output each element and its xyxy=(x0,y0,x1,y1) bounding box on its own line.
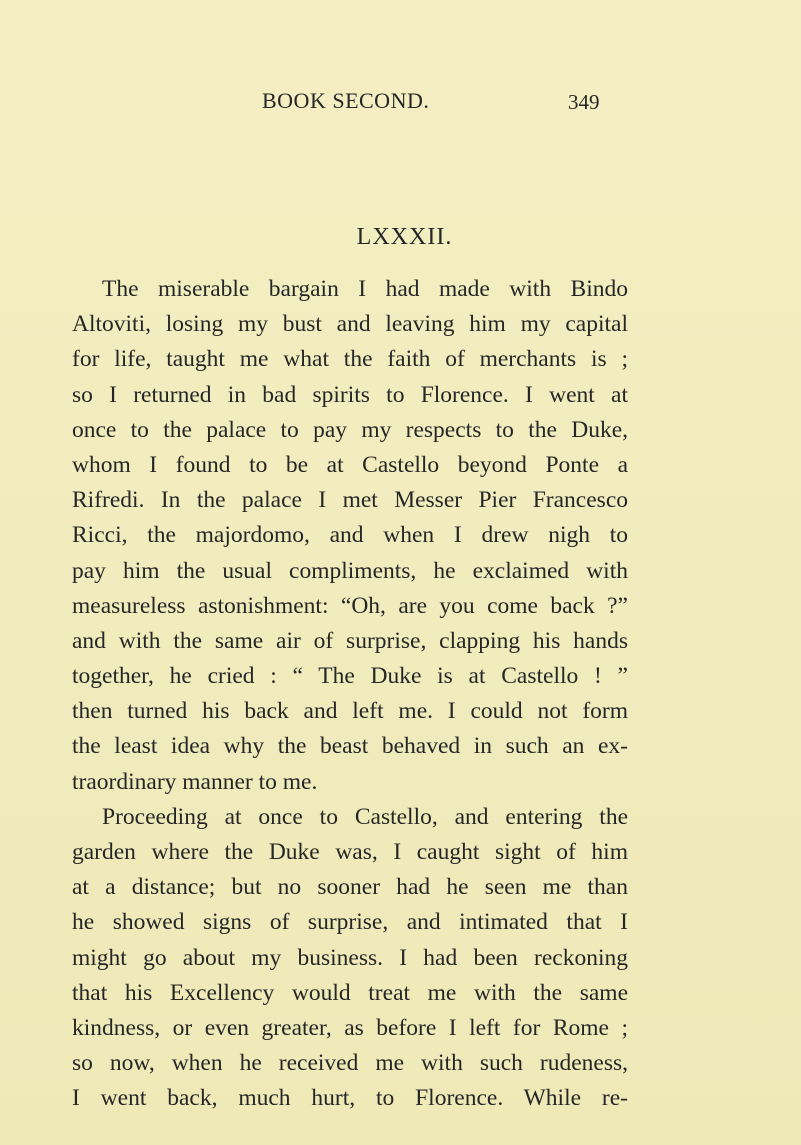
text-line: once to the palace to pay my respects to the Duke, xyxy=(72,416,628,443)
running-title: BOOK SECOND. xyxy=(262,88,430,113)
text-line: Altoviti, losing my bust and leaving him my capital xyxy=(72,311,628,338)
text-line: Rifredi. In the palace I met Messer Pier Francesco xyxy=(72,487,628,514)
page-number: 349 xyxy=(568,90,600,114)
running-head xyxy=(0,88,801,118)
text-line: might go about my business. I had been reckoning xyxy=(72,944,628,971)
text-line: garden where the Duke was, I caught sight of him xyxy=(72,839,628,865)
text-line: Ricci, the majordomo, and when I drew nigh to xyxy=(72,522,628,549)
text-line: for life, taught me what the faith of merchants is ; xyxy=(72,346,628,373)
text-line: pay him the usual compliments, he exclaimed with xyxy=(72,557,628,584)
text-line: whom I found to be at Castello beyond Ponte a xyxy=(72,451,628,478)
chapter-heading: LXXXII. xyxy=(356,224,453,250)
body-text xyxy=(72,272,628,1117)
text-line: Proceeding at once to Castello, and entering the xyxy=(102,803,628,830)
text-line: that his Excellency would treat me with the same xyxy=(72,979,628,1006)
text-line: and with the same air of surprise, clapping his hands xyxy=(72,627,628,654)
text-line: I went back, much hurt, to Florence. While re- xyxy=(72,1085,628,1112)
text-line: at a distance; but no sooner had he seen me than xyxy=(72,874,628,901)
text-line: together, he cried : “ The Duke is at Castello ! ” xyxy=(72,663,628,690)
text-line: The miserable bargain I had made with Bindo xyxy=(102,276,628,302)
text-line: so I returned in bad spirits to Florence. I went at xyxy=(72,381,628,408)
text-line: he showed signs of surprise, and intimated that I xyxy=(72,909,628,936)
text-line: the least idea why the beast behaved in such an ex- xyxy=(72,733,628,760)
text-line: traordinary manner to me. xyxy=(72,768,318,795)
text-line: then turned his back and left me. I could not form xyxy=(72,698,628,725)
text-line: measureless astonishment: “Oh, are you come back ?” xyxy=(72,592,628,619)
text-line: kindness, or even greater, as before I left for Rome ; xyxy=(72,1014,628,1041)
text-line: so now, when he received me with such rudeness, xyxy=(72,1050,628,1077)
